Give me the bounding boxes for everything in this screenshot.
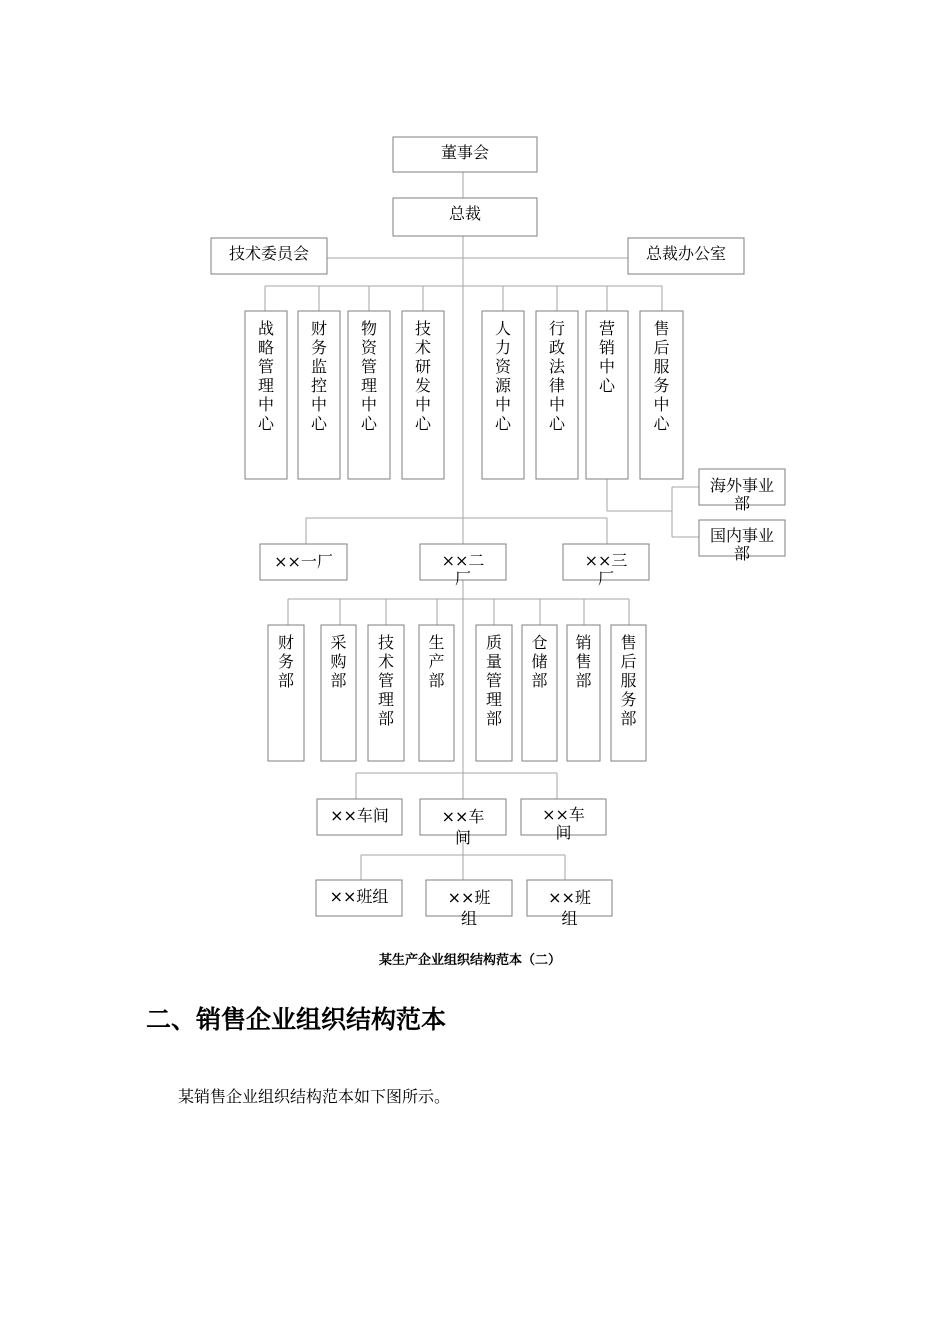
center-label-hr: 人力资源中心 [494, 319, 511, 433]
department-label-sales: 销售部 [575, 633, 592, 690]
department-label-purchasing: 采购部 [330, 633, 347, 690]
team-label-3: ××班组 [548, 888, 591, 928]
department-label-quality: 质量管理部 [486, 633, 503, 728]
section-heading: 二、销售企业组织结构范本 [146, 1005, 447, 1034]
president-label: 总裁 [448, 204, 481, 223]
department-label-warehouse: 仓储部 [531, 633, 548, 690]
figure-caption: 某生产企业组织结构范本（二） [378, 953, 561, 968]
tech-committee-label: 技术委员会 [228, 244, 309, 263]
board-label: 董事会 [440, 143, 489, 162]
team-label-2: ××班组 [447, 888, 491, 928]
department-label-aftersales: 售后服务部 [620, 633, 637, 728]
marketing-unit-domestic: 国内事业部 [709, 526, 774, 563]
department-label-production: 生产部 [428, 633, 445, 690]
factory-label-2: ××二厂 [441, 551, 485, 588]
body-paragraph: 某销售企业组织结构范本如下图所示。 [178, 1087, 451, 1106]
team-label-1: ××班组 [329, 887, 389, 906]
department-label-finance: 财务部 [278, 633, 295, 690]
center-label-aftersales: 售后服务中心 [653, 319, 670, 433]
center-label-strategy: 战略管理中心 [257, 319, 274, 433]
center-label-legal: 行政法律中心 [548, 319, 565, 433]
president-office-label: 总裁办公室 [645, 244, 726, 263]
factory-label-3: ××三厂 [584, 551, 628, 588]
center-label-marketing: 营销中心 [598, 319, 615, 395]
center-label-materials: 物资管理中心 [360, 319, 377, 433]
workshop-label-1: ××车间 [330, 806, 389, 825]
center-label-rnd: 技术研发中心 [414, 319, 431, 433]
factory-label-1: ××一厂 [274, 552, 333, 571]
center-label-finance: 财务监控中心 [310, 319, 327, 433]
marketing-unit-overseas: 海外事业部 [709, 476, 774, 513]
department-label-tech: 技术管理部 [378, 633, 395, 728]
workshop-label-2: ××车间 [441, 807, 485, 847]
workshop-label-3: ××车间 [542, 805, 585, 842]
